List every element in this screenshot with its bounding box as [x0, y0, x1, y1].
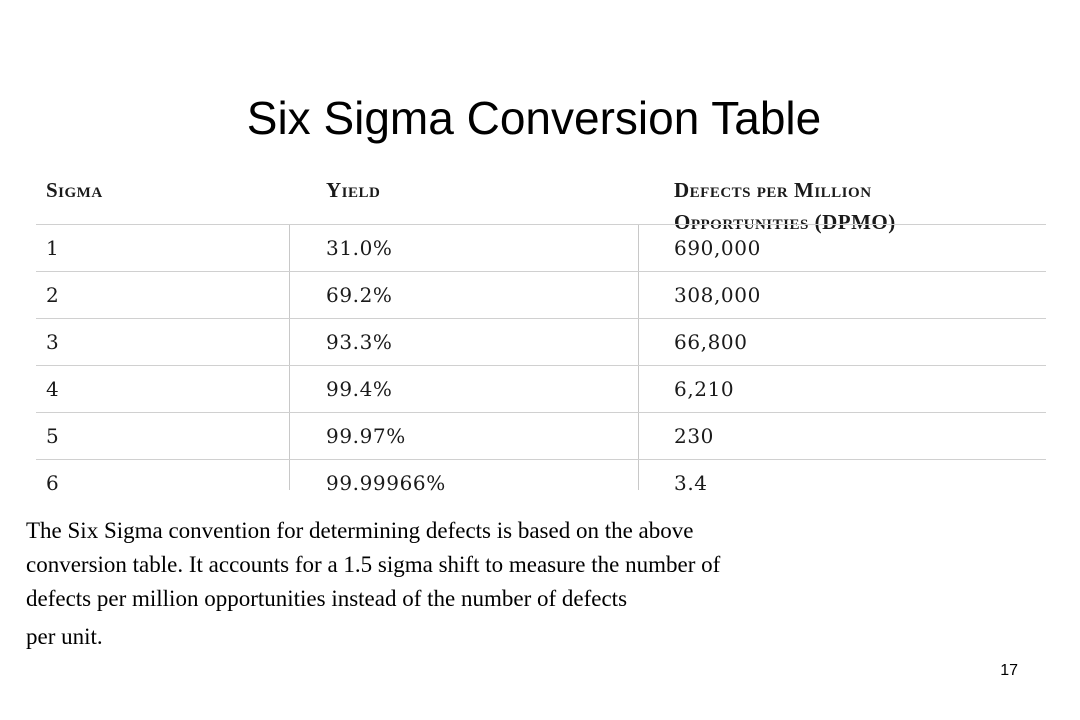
description-line: per unit. [26, 624, 103, 649]
cell-sigma: 1 [46, 236, 60, 260]
table-row [36, 318, 1046, 365]
table-row [36, 412, 1046, 459]
cell-dpmo: 230 [674, 424, 714, 448]
table-row [36, 459, 1046, 495]
description-line: defects per million opportunities instead of the number of defects [26, 586, 628, 611]
table-row [36, 224, 1046, 271]
cell-yield: 99.99966% [326, 471, 446, 495]
cell-sigma: 3 [46, 330, 60, 354]
cell-dpmo: 6,210 [674, 377, 735, 401]
cell-yield: 99.97% [326, 424, 406, 448]
header-dpmo-line1: Defects per Million [674, 178, 872, 202]
cell-dpmo: 308,000 [674, 283, 761, 307]
table-row [36, 271, 1046, 318]
conversion-table [36, 168, 1046, 495]
cell-sigma: 2 [46, 283, 60, 307]
page-number: 17 [1000, 662, 1018, 679]
header-dpmo-line2: Opportunities (DPMO) [674, 210, 896, 234]
header-sigma: Sigma [46, 178, 103, 202]
description-paragraph [26, 514, 926, 654]
cell-yield: 93.3% [326, 330, 393, 354]
cell-dpmo: 66,800 [674, 330, 748, 354]
cell-dpmo: 3.4 [674, 471, 708, 495]
cell-sigma: 5 [46, 424, 60, 448]
cell-yield: 69.2% [326, 283, 393, 307]
header-yield: Yield [326, 178, 381, 202]
cell-sigma: 6 [46, 471, 60, 495]
cell-sigma: 4 [46, 377, 60, 401]
slide-title: Six Sigma Conversion Table [246, 92, 822, 144]
table-row [36, 365, 1046, 412]
description-line: The Six Sigma convention for determining defects is based on the above [26, 518, 694, 543]
cell-yield: 31.0% [326, 236, 393, 260]
cell-dpmo: 690,000 [674, 236, 761, 260]
cell-yield: 99.4% [326, 377, 393, 401]
description-line: conversion table. It accounts for a 1.5 sigma shift to measure the number of [26, 552, 721, 577]
